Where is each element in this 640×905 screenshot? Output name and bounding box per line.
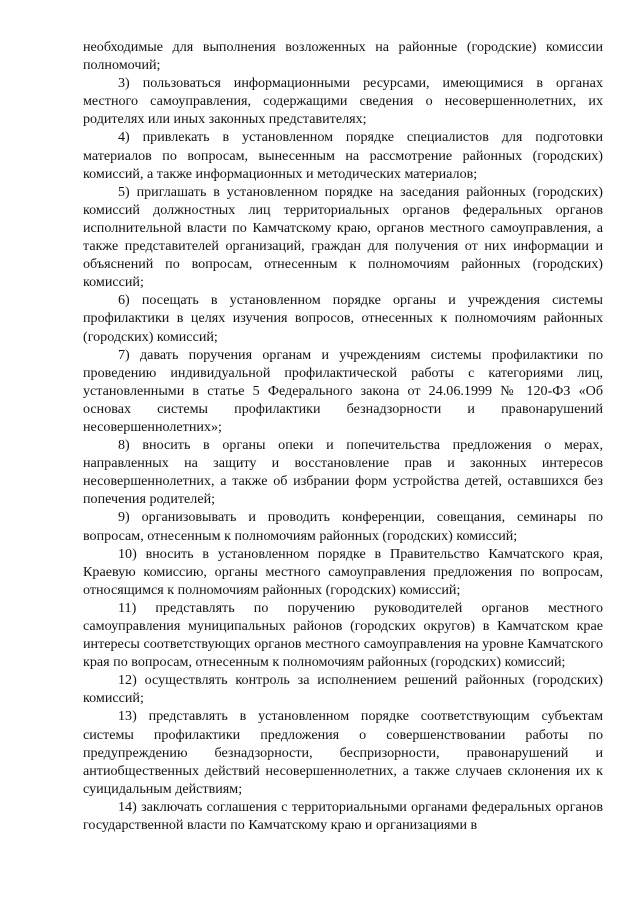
paragraph-item-3: 3) пользоваться информационными ресурсами, имеющимися в органах местного самоуправления, содержащими сведения о несовершеннолетних, их родителях или иных законных представителях;: [83, 75, 603, 128]
paragraph-item-11: 11) представлять по поручению руководителей органов местного самоуправления муниципальных районов (городских округов) в Камчатском крае интересы соответствующих органов местного самоуправления на уровне Камчатского края по вопросам, отнесенным к полномочиям районных (городских) комиссий;: [83, 599, 603, 671]
paragraph-item-7: 7) давать поручения органам и учреждениям системы профилактики по проведению индивидуальной профилактической работы с категориями лиц, установленными в статье 5 Федерального закона от 24.06.1999 № 120-ФЗ «Об основах системы профилактики безнадзорности и правонарушений несовершеннолетних»;: [83, 346, 603, 435]
paragraph-item-12: 12) осуществлять контроль за исполнением решений районных (городских) комиссий;: [83, 672, 603, 707]
paragraph-item-5: 5) приглашать в установленном порядке на заседания районных (городских) комиссий должностных лиц территориальных органов федеральных органов исполнительной власти по Камчатскому краю, органов местного самоуправления, а также представителей организаций, граждан для получения от них информации и объяснений по вопросам, отнесенным к полномочиям районных (городских) комиссий;: [83, 183, 603, 291]
paragraph-item-14: 14) заключать соглашения с территориальными органами федеральных органов государственной власти по Камчатскому краю и организациями в: [83, 798, 603, 834]
paragraph-item-10: 10) вносить в установленном порядке в Правительство Камчатского края, Краевую комиссию, органы местного самоуправления предложения по вопросам, относящимся к полномочиям районных (городских) комиссий;: [83, 545, 603, 598]
paragraph-item-4: 4) привлекать в установленном порядке специалистов для подготовки материалов по вопросам, вынесенным на рассмотрение районных (городских) комиссий, а также информационных и методических материалов;: [83, 129, 603, 182]
paragraph-item-13: 13) представлять в установленном порядке соответствующим субъектам системы профилактики предложения о совершенствовании работы по предупреждению безнадзорности, беспризорности, правонарушений и антиобщественных действий несовершеннолетних, а также случаев склонения их к суицидальным действиям;: [83, 708, 603, 797]
paragraph-item-6: 6) посещать в установленном порядке органы и учреждения системы профилактики в целях изучения вопросов, отнесенных к полномочиям районных (городских) комиссий;: [83, 292, 603, 345]
document-page: [83, 38, 603, 834]
paragraph-item-8: 8) вносить в органы опеки и попечительства предложения о мерах, направленных на защиту и восстановление прав и законных интересов несовершеннолетних, а также об избрании форм устройства детей, оставшихся без попечения родителей;: [83, 437, 603, 508]
paragraph-continuation: необходимые для выполнения возложенных на районные (городские) комиссии полномочий;: [83, 39, 603, 74]
paragraph-item-9: 9) организовывать и проводить конференции, совещания, семинары по вопросам, отнесенным к полномочиям районных (городских) комиссий;: [83, 509, 603, 544]
